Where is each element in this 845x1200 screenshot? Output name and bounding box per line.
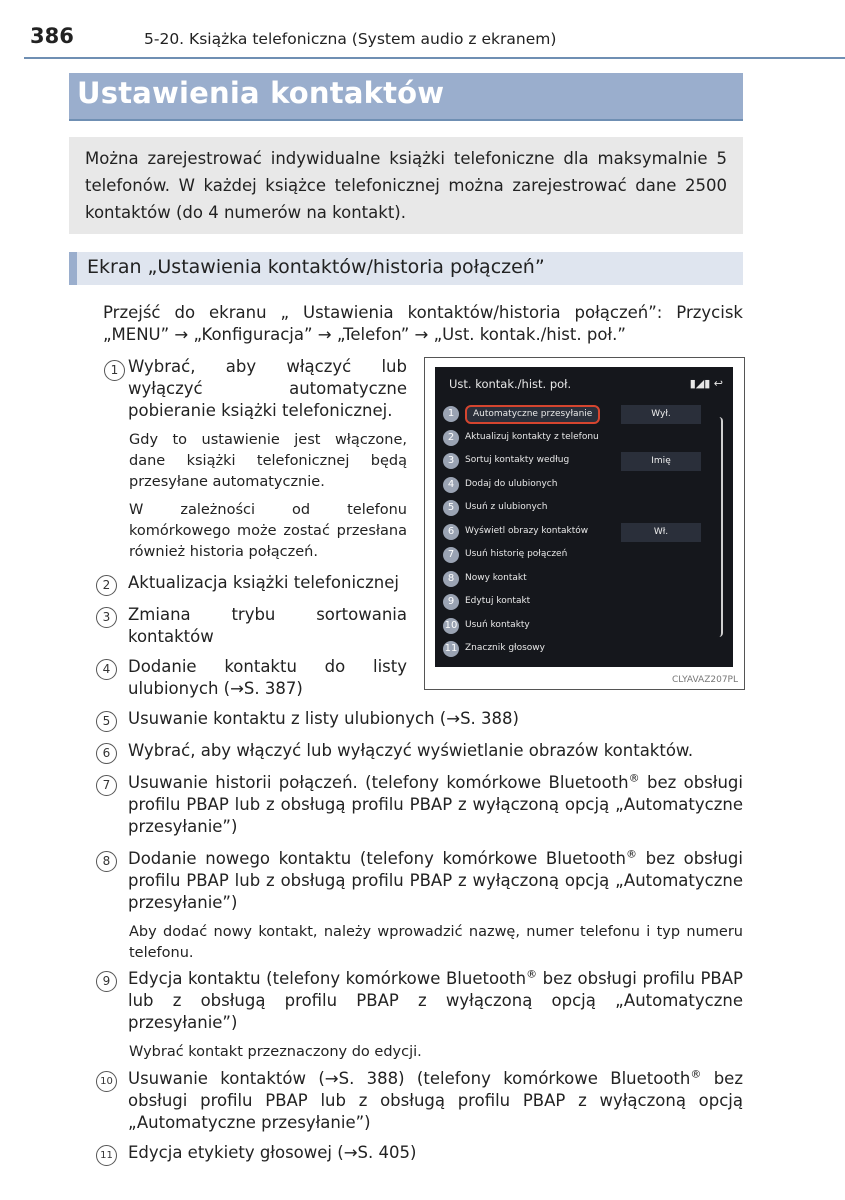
screen-row-label: Dodaj do ulubionych — [465, 478, 558, 489]
screen-row-1[interactable] — [443, 405, 709, 425]
item-number-5: 5 — [96, 711, 117, 732]
item-number-6: 6 — [96, 743, 117, 764]
screen-row-number: 5 — [443, 500, 459, 516]
screen-row-label: Nowy kontakt — [465, 572, 527, 583]
screen-row-value: Imię — [621, 452, 701, 471]
item-number-4: 4 — [96, 659, 117, 680]
item-number-3: 3 — [96, 607, 117, 628]
screen-row-label: Sortuj kontakty według — [465, 455, 570, 465]
screen-row-label: Usuń historię połączeń — [465, 549, 568, 559]
screen-row-number: 11 — [443, 641, 459, 657]
item-7-text: Usuwanie historii połączeń. (telefony komórkowe Bluetooth® bez obsługi profilu PBAP lub z obsługą profilu PBAP z wyłączoną opcją „Automatyczne przesyłanie”) — [128, 771, 743, 836]
screen-row-number: 3 — [443, 453, 459, 469]
screen-row-number: 2 — [443, 430, 459, 446]
screen-row-number: 1 — [443, 406, 459, 422]
screen-row-4[interactable] — [443, 476, 709, 496]
screen-row-value: Wł. — [621, 523, 701, 542]
screen-row-3[interactable] — [443, 452, 709, 472]
page-title: Ustawienia kontaktów — [77, 76, 445, 110]
item-10-text: Usuwanie kontaktów (→S. 388) (telefony komórkowe Bluetooth® bez obsługi profilu PBAP lub z obsługą profilu PBAP z wyłączoną opcją „Automatyczne przesyłanie”) — [128, 1067, 743, 1132]
info-text: Można zarejestrować indywidualne książki telefoniczne dla maksymalnie 5 telefonów. W każdej książce telefonicznej można zarejestrować dane 2500 kontaktów (do 4 numerów na kontakt). — [85, 149, 727, 222]
item-11-text: Edycja etykiety głosowej (→S. 405) — [128, 1143, 417, 1162]
display-screenshot — [435, 367, 733, 667]
screen-row-11[interactable] — [443, 640, 709, 660]
header-divider — [24, 57, 845, 59]
screen-row-label: Automatyczne przesyłanie — [465, 405, 600, 424]
heading-accent — [69, 252, 77, 285]
screen-row-8[interactable] — [443, 570, 709, 590]
intro-text: Przejść do ekranu „ Ustawienia kontaktów/historia połączeń”: Przycisk „MENU” → „Konfiguracja” → „Telefon” → „Ust. kontak./hist. poł.” — [103, 303, 743, 344]
page-header — [0, 0, 845, 60]
info-box — [69, 137, 743, 234]
screen-row-label: Znacznik głosowy — [465, 643, 545, 653]
item-1-note-2: W zależności od telefonu komórkowego może zostać przesłana również historia połączeń. — [129, 502, 407, 560]
screen-row-label: Usuń kontakty — [465, 619, 530, 630]
screen-row-7[interactable] — [443, 546, 709, 566]
section-title-bar — [69, 73, 743, 120]
screen-row-label: Usuń z ulubionych — [465, 502, 548, 512]
screen-row-number: 10 — [443, 618, 459, 634]
item-number-2: 2 — [96, 575, 117, 596]
screen-title: Ust. kontak./hist. poł. — [449, 377, 572, 391]
figure-code: CLYAVAZ207PL — [671, 675, 738, 685]
title-divider — [69, 119, 743, 121]
item-8-text: Dodanie nowego kontaktu (telefony komórkowe Bluetooth® bez obsługi profilu PBAP lub z obsługą profilu PBAP z wyłączoną opcją „Automatyczne przesyłanie”) — [128, 847, 743, 912]
screen-row-number: 7 — [443, 547, 459, 563]
page-number: 386 — [30, 24, 74, 48]
item-number-10: 10 — [96, 1071, 117, 1092]
scrollbar — [719, 417, 723, 637]
screen-row-number: 8 — [443, 571, 459, 587]
item-9-text: Edycja kontaktu (telefony komórkowe Bluetooth® bez obsługi profilu PBAP lub z obsługą profilu PBAP z wyłączoną opcją „Automatyczne przesyłanie”) — [128, 967, 743, 1032]
subsection-heading-bar — [69, 252, 743, 285]
chapter-title: 5-20. Książka telefoniczna (System audio z ekranem) — [144, 30, 557, 48]
screen-row-value: Wył. — [621, 405, 701, 424]
screen-row-2[interactable] — [443, 429, 709, 449]
screen-row-9[interactable] — [443, 593, 709, 613]
item-number-11: 11 — [96, 1145, 117, 1166]
item-3-text: Zmiana trybu sortowania kontaktów — [128, 605, 407, 646]
item-1-note-1: Gdy to ustawienie jest włączone, dane książki telefonicznej będą przesyłane automatycznie. — [129, 432, 407, 490]
item-number-9: 9 — [96, 971, 117, 992]
item-4-text: Dodanie kontaktu do listy ulubionych (→S. 387) — [128, 657, 407, 698]
screen-row-10[interactable] — [443, 617, 709, 637]
status-icons: ▮◢▮ ↩ — [689, 377, 723, 390]
screen-row-number: 6 — [443, 524, 459, 540]
item-number-7: 7 — [96, 775, 117, 796]
item-8-note: Aby dodać nowy kontakt, należy wprowadzić nazwę, numer telefonu i typ numeru telefonu. — [129, 924, 743, 961]
screen-row-label: Wyświetl obrazy kontaktów — [465, 525, 589, 536]
screen-figure — [424, 357, 745, 690]
item-number-1: 1 — [104, 360, 125, 381]
screen-row-6[interactable] — [443, 523, 709, 543]
screen-row-label: Edytuj kontakt — [465, 596, 531, 606]
item-2-text: Aktualizacja książki telefonicznej — [128, 573, 399, 592]
item-number-8: 8 — [96, 851, 117, 872]
item-5-text: Usuwanie kontaktu z listy ulubionych (→S. 388) — [128, 709, 519, 728]
screen-row-number: 9 — [443, 594, 459, 610]
screen-row-label: Aktualizuj kontakty z telefonu — [465, 431, 599, 442]
item-9-note: Wybrać kontakt przeznaczony do edycji. — [129, 1044, 422, 1060]
item-1-text: Wybrać, aby włączyć lub wyłączyć automatyczne pobieranie książki telefonicznej. — [128, 357, 407, 420]
item-6-text: Wybrać, aby włączyć lub wyłączyć wyświetlanie obrazów kontaktów. — [128, 741, 694, 760]
screen-row-5[interactable] — [443, 499, 709, 519]
subsection-heading: Ekran „Ustawienia kontaktów/historia połączeń” — [87, 256, 545, 278]
screen-row-number: 4 — [443, 477, 459, 493]
